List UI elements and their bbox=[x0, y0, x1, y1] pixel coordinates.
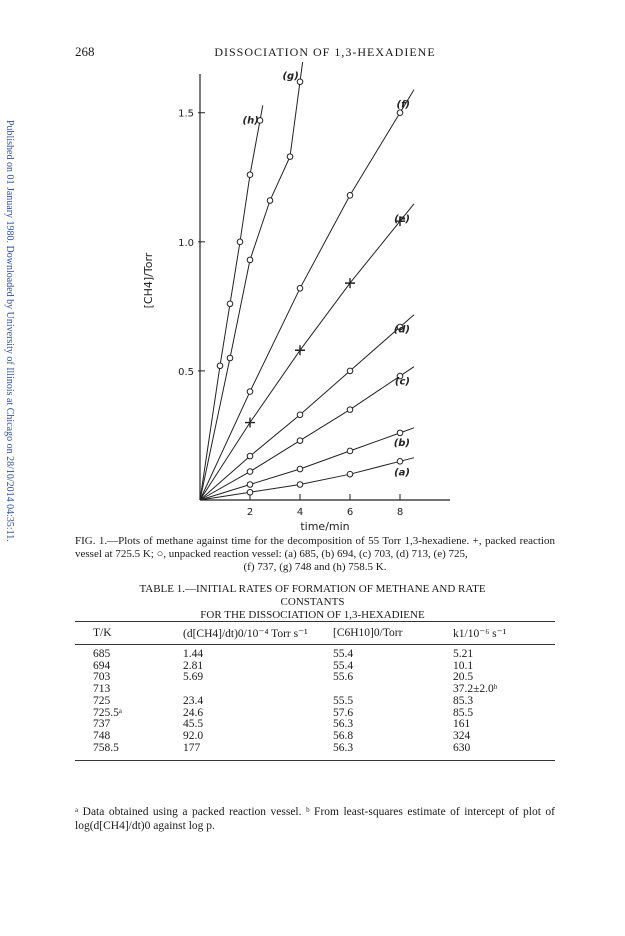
data-point-circle bbox=[287, 154, 293, 160]
caption-text: FIG. 1.—Plots of methane against time for the decomposition of 55 Torr 1,3-hexadiene. +, packed reaction vessel at 725.5 K; ○, unpacked reaction vessel: (a) 685, (b) 694, (c) 703, (d) 713, (e) 725, bbox=[75, 535, 555, 560]
series-line bbox=[200, 428, 414, 500]
x-tick-label: 2 bbox=[246, 507, 254, 518]
cell-temperature: 685 bbox=[93, 648, 111, 660]
data-point-circle bbox=[247, 482, 253, 488]
table-body bbox=[75, 645, 555, 761]
data-point-circle bbox=[247, 489, 253, 495]
data-point-plus bbox=[245, 418, 255, 428]
download-notice bbox=[2, 120, 16, 590]
data-point-circle bbox=[347, 368, 353, 374]
data-point-circle bbox=[297, 285, 303, 291]
cell-temperature: 703 bbox=[93, 671, 111, 684]
series-label: (h) bbox=[242, 115, 259, 127]
data-point-circle bbox=[347, 193, 353, 199]
series-label: (b) bbox=[393, 437, 410, 449]
series-line bbox=[200, 90, 414, 500]
cell-initial-rate: 23.4 bbox=[183, 694, 204, 707]
cell-temperature: 758.5 bbox=[75, 743, 183, 761]
download-notice-text: Published on 01 January 1980. Downloaded by University of Illinois at Chicago on 28/10/2014 04:35:11. bbox=[4, 120, 15, 542]
header-temperature: T/K bbox=[75, 622, 183, 645]
cell-concentration: 57.6 bbox=[333, 706, 354, 719]
data-point-circle bbox=[227, 301, 233, 307]
data-point-plus bbox=[295, 345, 305, 355]
data-point-circle bbox=[247, 389, 253, 395]
x-tick-label: 4 bbox=[296, 507, 304, 518]
table-title-line-1: TABLE 1.—INITIAL RATES OF FORMATION OF METHANE AND RATE CONSTANTS bbox=[139, 583, 486, 608]
data-point-circle bbox=[347, 471, 353, 477]
data-point-circle bbox=[297, 412, 303, 418]
cell-initial-rate: 5.69 bbox=[183, 671, 204, 684]
cell-rate-constant: 85.3 bbox=[453, 694, 474, 707]
y-tick-label: 1.0 bbox=[178, 237, 194, 249]
running-head: DISSOCIATION OF 1,3-HEXADIENE bbox=[214, 45, 436, 59]
cell-rate-constant: 630 bbox=[453, 743, 555, 761]
table-title bbox=[120, 583, 505, 622]
series-line bbox=[200, 367, 414, 500]
table-row bbox=[75, 708, 555, 720]
data-point-circle bbox=[397, 430, 403, 436]
cell-concentration: 55.4 bbox=[333, 648, 354, 660]
series-line bbox=[200, 204, 414, 500]
x-tick-label: 6 bbox=[346, 507, 354, 518]
y-tick-label: 0.5 bbox=[178, 366, 194, 378]
cell-rate-constant: 5.21 bbox=[453, 648, 474, 660]
data-point-circle bbox=[397, 110, 403, 116]
series-label: (g) bbox=[282, 70, 299, 82]
data-point-circle bbox=[347, 448, 353, 454]
cell-initial-rate: 24.6 bbox=[183, 706, 204, 719]
cell-temperature: 713 bbox=[93, 683, 111, 696]
cell-concentration: 55.4 bbox=[333, 659, 354, 672]
cell-rate-constant: 10.1 bbox=[453, 659, 474, 672]
x-tick-label: 8 bbox=[396, 507, 404, 518]
cell-rate-constant: 37.2±2.0ᵇ bbox=[453, 683, 498, 696]
cell-initial-rate: 177 bbox=[183, 743, 333, 761]
caption-tail: (f) 737, (g) 748 and (h) 758.5 K. bbox=[243, 561, 387, 573]
data-point-circle bbox=[297, 438, 303, 444]
y-tick-label: 1.5 bbox=[178, 108, 194, 120]
cell-temperature: 737 bbox=[93, 718, 111, 731]
cell-temperature: 725 bbox=[93, 694, 111, 707]
x-axis-label: time/min bbox=[300, 520, 350, 532]
table-row bbox=[75, 719, 555, 731]
page-number: 268 bbox=[75, 44, 95, 59]
figure-1 bbox=[120, 62, 480, 532]
table-header-row bbox=[75, 622, 555, 645]
cell-concentration: 55.5 bbox=[333, 694, 354, 707]
y-axis-label: [CH4]/Torr bbox=[142, 252, 155, 309]
header-concentration: [C6H10]0/Torr bbox=[333, 622, 453, 645]
data-point-circle bbox=[297, 466, 303, 472]
cell-initial-rate: 1.44 bbox=[183, 648, 204, 660]
series-line bbox=[200, 315, 414, 500]
data-point-circle bbox=[247, 172, 253, 178]
cell-concentration: 56.3 bbox=[333, 743, 453, 761]
cell-concentration: 56.8 bbox=[333, 729, 354, 742]
series-label: (a) bbox=[394, 467, 410, 479]
series-label: (c) bbox=[394, 376, 410, 388]
cell-concentration: 55.6 bbox=[333, 671, 354, 684]
cell-temperature: 725.5ᵃ bbox=[93, 706, 123, 719]
data-point-circle bbox=[397, 458, 403, 464]
cell-initial-rate: 2.81 bbox=[183, 659, 204, 672]
series-label: (e) bbox=[394, 213, 410, 225]
cell-rate-constant: 85.5 bbox=[453, 706, 474, 719]
table-footnotes: ᵃ Data obtained using a packed reaction vessel. ᵇ From least-squares estimate of intercept of plot of log(d[CH4]/dt)0 against log p. bbox=[75, 806, 555, 832]
data-point-circle bbox=[227, 355, 233, 361]
table-row bbox=[75, 661, 555, 673]
cell-temperature: 694 bbox=[93, 659, 111, 672]
cell-temperature: 748 bbox=[93, 729, 111, 742]
series-line bbox=[200, 458, 414, 500]
methane-plot bbox=[120, 62, 480, 532]
data-point-circle bbox=[247, 469, 253, 475]
table-row bbox=[75, 731, 555, 743]
header-rate-constant: k1/10⁻⁶ s⁻¹ bbox=[453, 622, 555, 645]
rate-table bbox=[75, 621, 555, 761]
cell-concentration: 56.3 bbox=[333, 718, 354, 731]
table-row bbox=[75, 684, 555, 696]
cell-initial-rate: 92.0 bbox=[183, 729, 204, 742]
data-point-circle bbox=[267, 198, 273, 204]
cell-rate-constant: 324 bbox=[453, 729, 471, 742]
cell-initial-rate: 45.5 bbox=[183, 718, 204, 731]
data-point-circle bbox=[247, 453, 253, 459]
series-label: (f) bbox=[396, 99, 410, 111]
table-row bbox=[75, 743, 555, 761]
data-point-circle bbox=[217, 363, 223, 369]
data-point-circle bbox=[247, 257, 253, 263]
table-title-line-2: FOR THE DISSOCIATION OF 1,3-HEXADIENE bbox=[200, 609, 425, 621]
table-row bbox=[75, 696, 555, 708]
table-1 bbox=[75, 621, 555, 761]
data-point-circle bbox=[297, 482, 303, 488]
header-initial-rate: (d[CH4]/dt)0/10⁻⁴ Torr s⁻¹ bbox=[183, 622, 333, 645]
cell-rate-constant: 161 bbox=[453, 718, 471, 731]
table-row bbox=[75, 645, 555, 661]
data-point-circle bbox=[347, 407, 353, 413]
data-point-plus bbox=[345, 278, 355, 288]
data-point-circle bbox=[237, 239, 243, 245]
figure-caption bbox=[75, 535, 555, 574]
series-label: (d) bbox=[393, 324, 410, 336]
series-line bbox=[200, 62, 303, 500]
cell-rate-constant: 20.5 bbox=[453, 671, 474, 684]
cell-initial-rate bbox=[183, 684, 333, 696]
